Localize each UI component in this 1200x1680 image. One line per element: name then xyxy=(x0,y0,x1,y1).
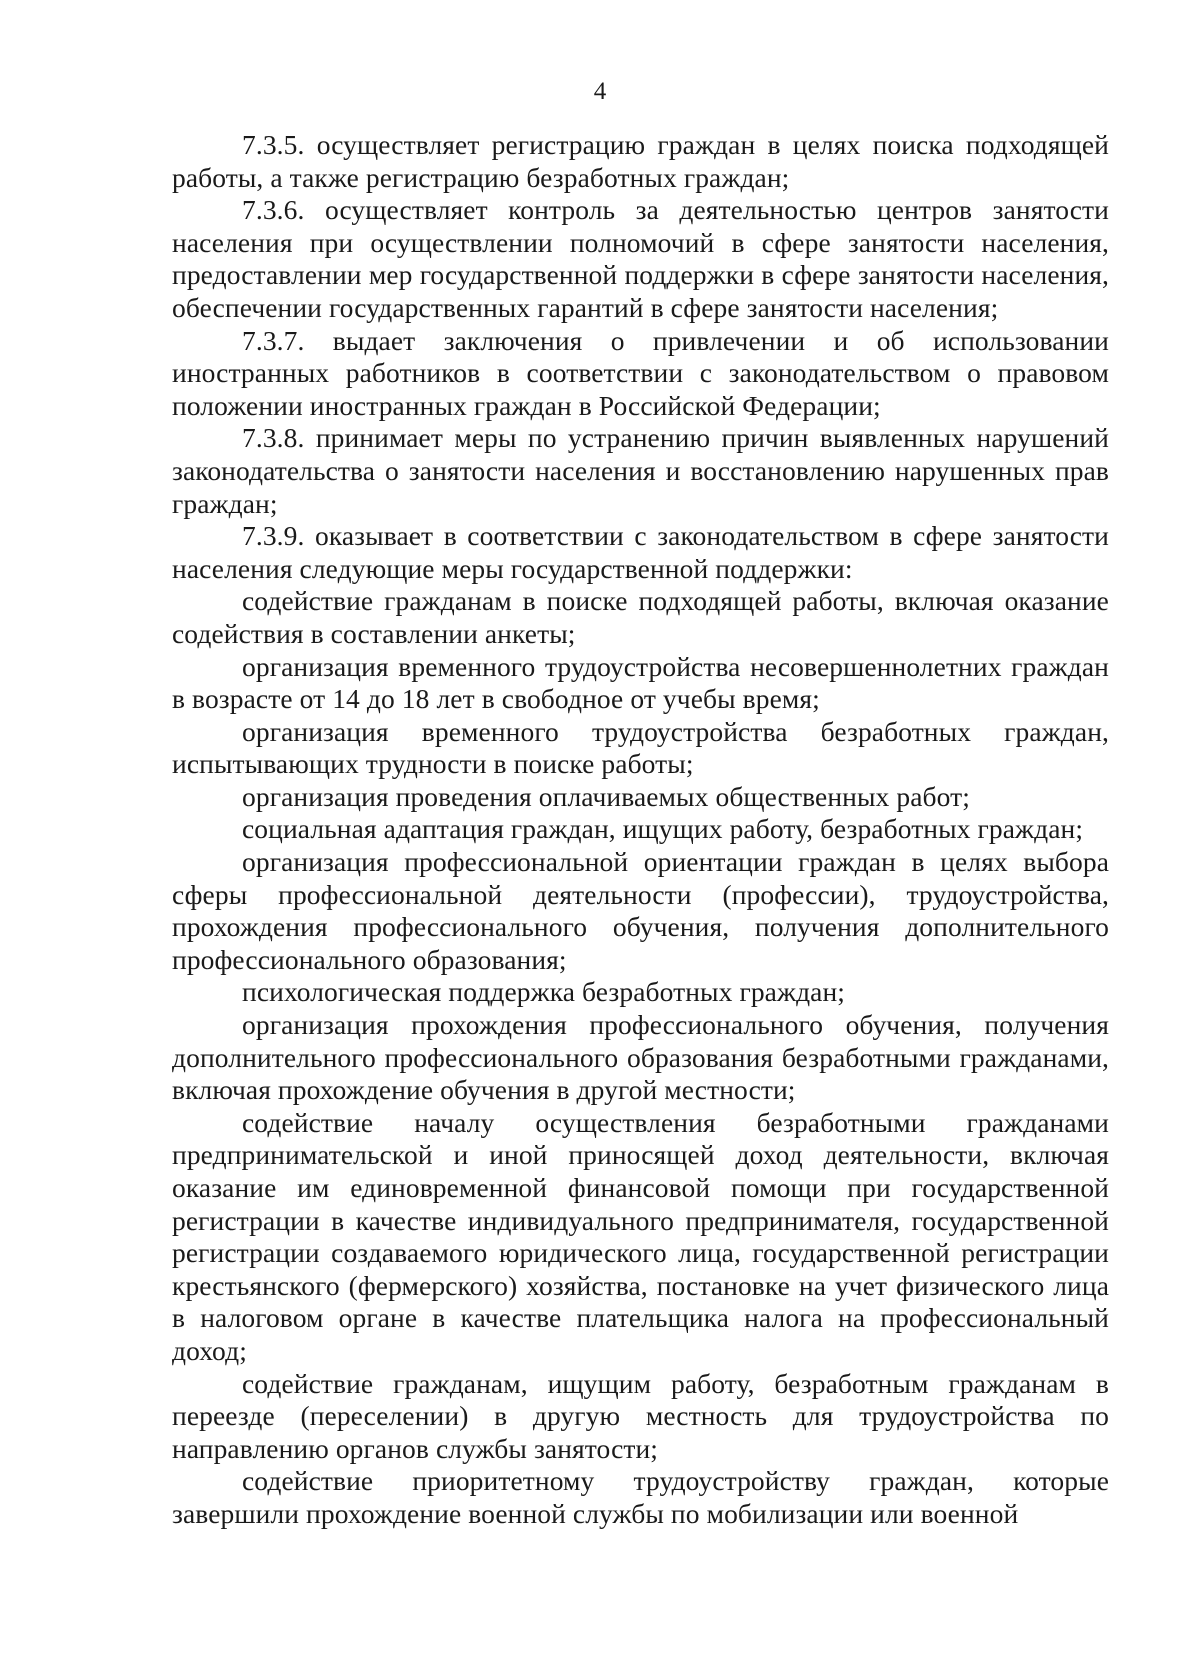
support-measure-item: содействие началу осуществления безработными гражданами предпринимательской и иной приносящей доход деятельности, включая оказание им единовременной финансовой помощи при государственной регистрации в качестве индивидуального предпринимателя, государственной регистрации создаваемого юридического лица, государственной регистрации крестьянского (фермерского) хозяйства, постановке на учет физического лица в налоговом органе в качестве плательщика налога на профессиональный доход; xyxy=(172,1106,1109,1366)
paragraph-7-3-5: 7.3.5. осуществляет регистрацию граждан в целях поиска подходящей работы, а также регистрацию безработных граждан; xyxy=(172,129,1109,193)
paragraph-7-3-7: 7.3.7. выдает заключения о привлечении и об использовании иностранных работников в соответствии с законодательством о правовом положении иностранных граждан в Российской Федерации; xyxy=(172,324,1109,421)
document-body xyxy=(172,129,1109,1531)
page-number: 4 xyxy=(593,78,607,105)
support-measure-item: организация профессиональной ориентации граждан в целях выбора сферы профессиональной деятельности (профессии), трудоустройства, прохождения профессионального обучения, получения дополнительного профессионального образования; xyxy=(172,846,1109,975)
support-measure-item: организация прохождения профессионального обучения, получения дополнительного профессионального образования безработными гражданами, включая прохождение обучения в другой местности; xyxy=(172,1009,1109,1106)
support-measure-item: организация временного трудоустройства безработных граждан, испытывающих трудности в поиске работы; xyxy=(172,715,1109,780)
paragraph-7-3-6: 7.3.6. осуществляет контроль за деятельностью центров занятости населения при осуществлении полномочий в сфере занятости населения, предоставлении мер государственной поддержки в сфере занятости населения, обеспечении государственных гарантий в сфере занятости населения; xyxy=(172,194,1109,323)
support-measure-item: содействие приоритетному трудоустройству граждан, которые завершили прохождение военной службы по мобилизации или военной xyxy=(172,1465,1109,1529)
support-measure-item: организация временного трудоустройства несовершеннолетних граждан в возрасте от 14 до 18 лет в свободное от учебы время; xyxy=(172,650,1109,715)
support-measure-item: психологическая поддержка безработных граждан; xyxy=(242,976,846,1008)
paragraph-7-3-9: 7.3.9. оказывает в соответствии с законодательством в сфере занятости населения следующие меры государственной поддержки: xyxy=(172,520,1109,584)
support-measure-item: содействие гражданам в поиске подходящей работы, включая оказание содействия в составлении анкеты; xyxy=(172,585,1109,649)
support-measure-item: содействие гражданам, ищущим работу, безработным гражданам в переезде (переселении) в другую местность для трудоустройства по направлению органов службы занятости; xyxy=(172,1367,1109,1464)
support-measure-item: социальная адаптация граждан, ищущих работу, безработных граждан; xyxy=(242,813,1084,845)
paragraph-7-3-8: 7.3.8. принимает меры по устранению причин выявленных нарушений законодательства о занятости населения и восстановлению нарушенных прав граждан; xyxy=(172,422,1109,519)
support-measure-item: организация проведения оплачиваемых общественных работ; xyxy=(242,780,970,812)
